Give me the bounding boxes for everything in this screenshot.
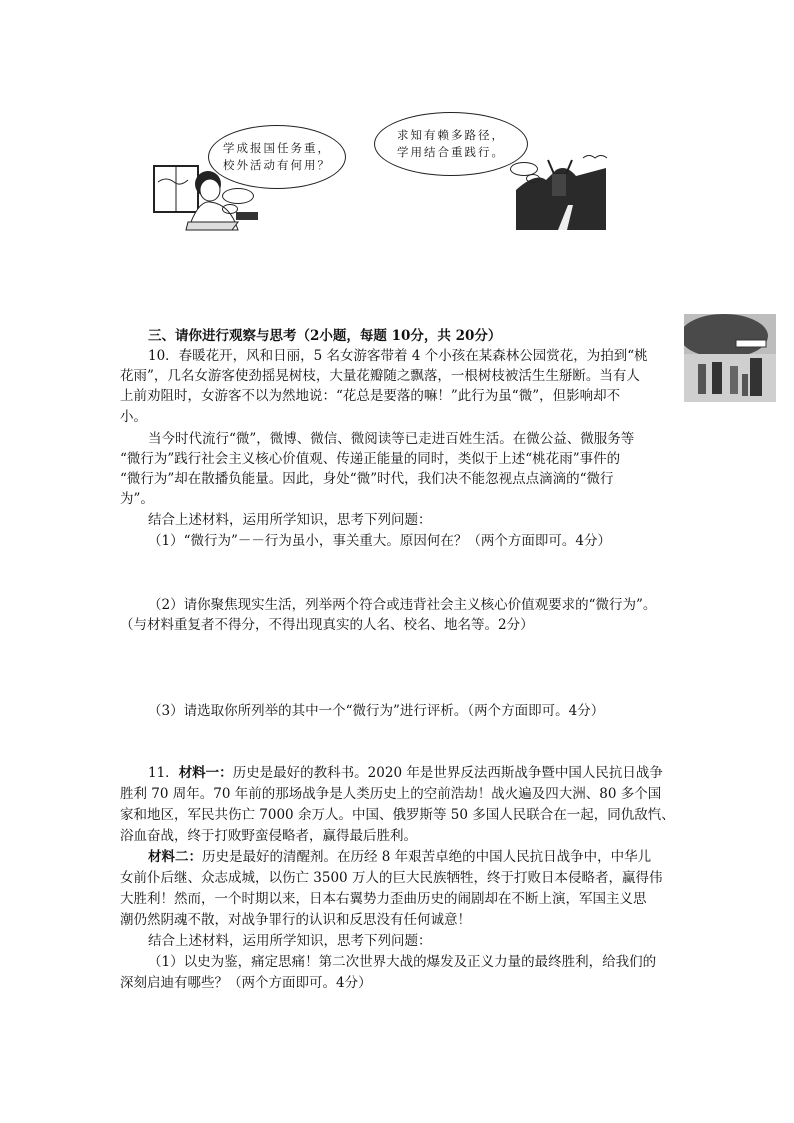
q11-material-2-first-line — [148, 848, 651, 867]
material-1-text: 历史是最好的教科书。2020 年是世界反法西斯战争暨中国人民抗日战争 — [232, 765, 663, 781]
q11-line: 胜利 70 周年。70 年前的那场战争是人类历史上的空前浩劫！战火遍及四大洲、80 多个国 — [120, 786, 662, 802]
q11-subquestion-1: （1）以史为鉴，痛定思痛！第二次世界大战的爆发及正义力量的最终胜利，给我们的 — [148, 954, 657, 970]
photo-image — [684, 314, 776, 402]
left-speech-bubble — [208, 125, 346, 189]
right-bubble-line-2: 学用结合重践行。 — [397, 145, 505, 159]
right-speech-bubble — [374, 112, 528, 176]
material-2-text: 历史是最好的清醒剂。在历经 8 年艰苦卓绝的中国人民抗日战争中，中华儿 — [202, 849, 652, 865]
q10-line: 当今时代流行“微”，微博、微信、微阅读等已走进百姓生活。在微公益、微服务等 — [148, 431, 635, 447]
q11-line: 潮仍然阴魂不散，对战争罪行的认识和反思没有任何诚意！ — [120, 912, 471, 928]
q10-line: “微行为”践行社会主义核心价值观、传递正能量的同时，类似于上述“桃花雨”事件的 — [120, 451, 621, 467]
peach-blossom-photo — [684, 314, 776, 402]
q11-line: 家和地区，军民共伤亡 7000 余万人。中国、俄罗斯等 50 多国人民联合在一起，同仇敌忾、 — [120, 807, 675, 823]
right-bubble-line-1: 求知有赖多路径， — [397, 128, 505, 142]
q10-subquestion-3: （3）请选取你所列举的其中一个“微行为”进行评析。（两个方面即可。4分） — [148, 703, 605, 719]
thought-puff — [222, 188, 254, 204]
q10-prompt: 结合上述材料，运用所学知识，思考下列问题： — [148, 512, 432, 528]
material-1-label: 材料一： — [178, 765, 233, 781]
q10-line: 花雨”，几名女游客使劲摇晃树枝，大量花瓣随之飘落，一根树枝被活生生掰断。当有人 — [120, 368, 640, 384]
q11-number: 11． — [148, 765, 179, 781]
q10-subquestion-2: （2）请你聚焦现实生活，列举两个符合或违背社会主义核心价值观要求的“微行为”。 — [148, 597, 657, 613]
left-bubble-line-2: 校外活动有何用？ — [223, 158, 331, 172]
q10-subquestion-1: （1）“微行为”－－行为虽小，事关重大。原因何在？（两个方面即可。4分） — [148, 533, 611, 549]
q11-material-1-first-line — [148, 764, 663, 783]
thought-puff — [526, 174, 540, 183]
q11-line: 大胜利！然而，一个时期以来，日本右翼势力歪曲历史的闹剧却在不断上演，军国主义思 — [120, 891, 647, 907]
q10-line: “微行为”却在散播负能量。因此，身处“微”时代，我们决不能忽视点点滴滴的“微行 — [120, 471, 614, 487]
section-title: 三、请你进行观察与思考（2小题，每题 10分，共 20分） — [148, 328, 502, 344]
q10-line: 10．春暖花开，风和日丽，5 名女游客带着 4 个小孩在某森林公园赏花，为拍到“桃 — [148, 348, 648, 364]
q11-prompt: 结合上述材料，运用所学知识，思考下列问题： — [148, 933, 432, 949]
q11-line: 浴血奋战，终于打败野蛮侵略者，赢得最后胜利。 — [120, 828, 417, 844]
q10-line: 为”。 — [120, 491, 154, 507]
material-2-label: 材料二： — [148, 849, 202, 865]
left-bubble-line-1: 学成报国任务重， — [223, 141, 331, 155]
q10-line: 上前劝阻时，女游客不以为然地说：“花总是要落的嘛！”此行为虽“微”，但影响却不 — [120, 388, 621, 404]
q11-line: 女前仆后继、众志成城，以伤亡 3500 万人的巨大民族牺牲，终于打败日本侵略者，赢得伟 — [120, 870, 663, 886]
q10-line: 小。 — [120, 409, 147, 425]
cartoon-illustration — [148, 100, 618, 235]
thought-puff — [222, 204, 238, 214]
q10-subquestion-2-note: （与材料重复者不得分，不得出现真实的人名、校名、地名等。2分） — [120, 617, 534, 633]
q11-subquestion-1-cont: 深刻启迪有哪些？（两个方面即可。4分） — [120, 975, 372, 991]
